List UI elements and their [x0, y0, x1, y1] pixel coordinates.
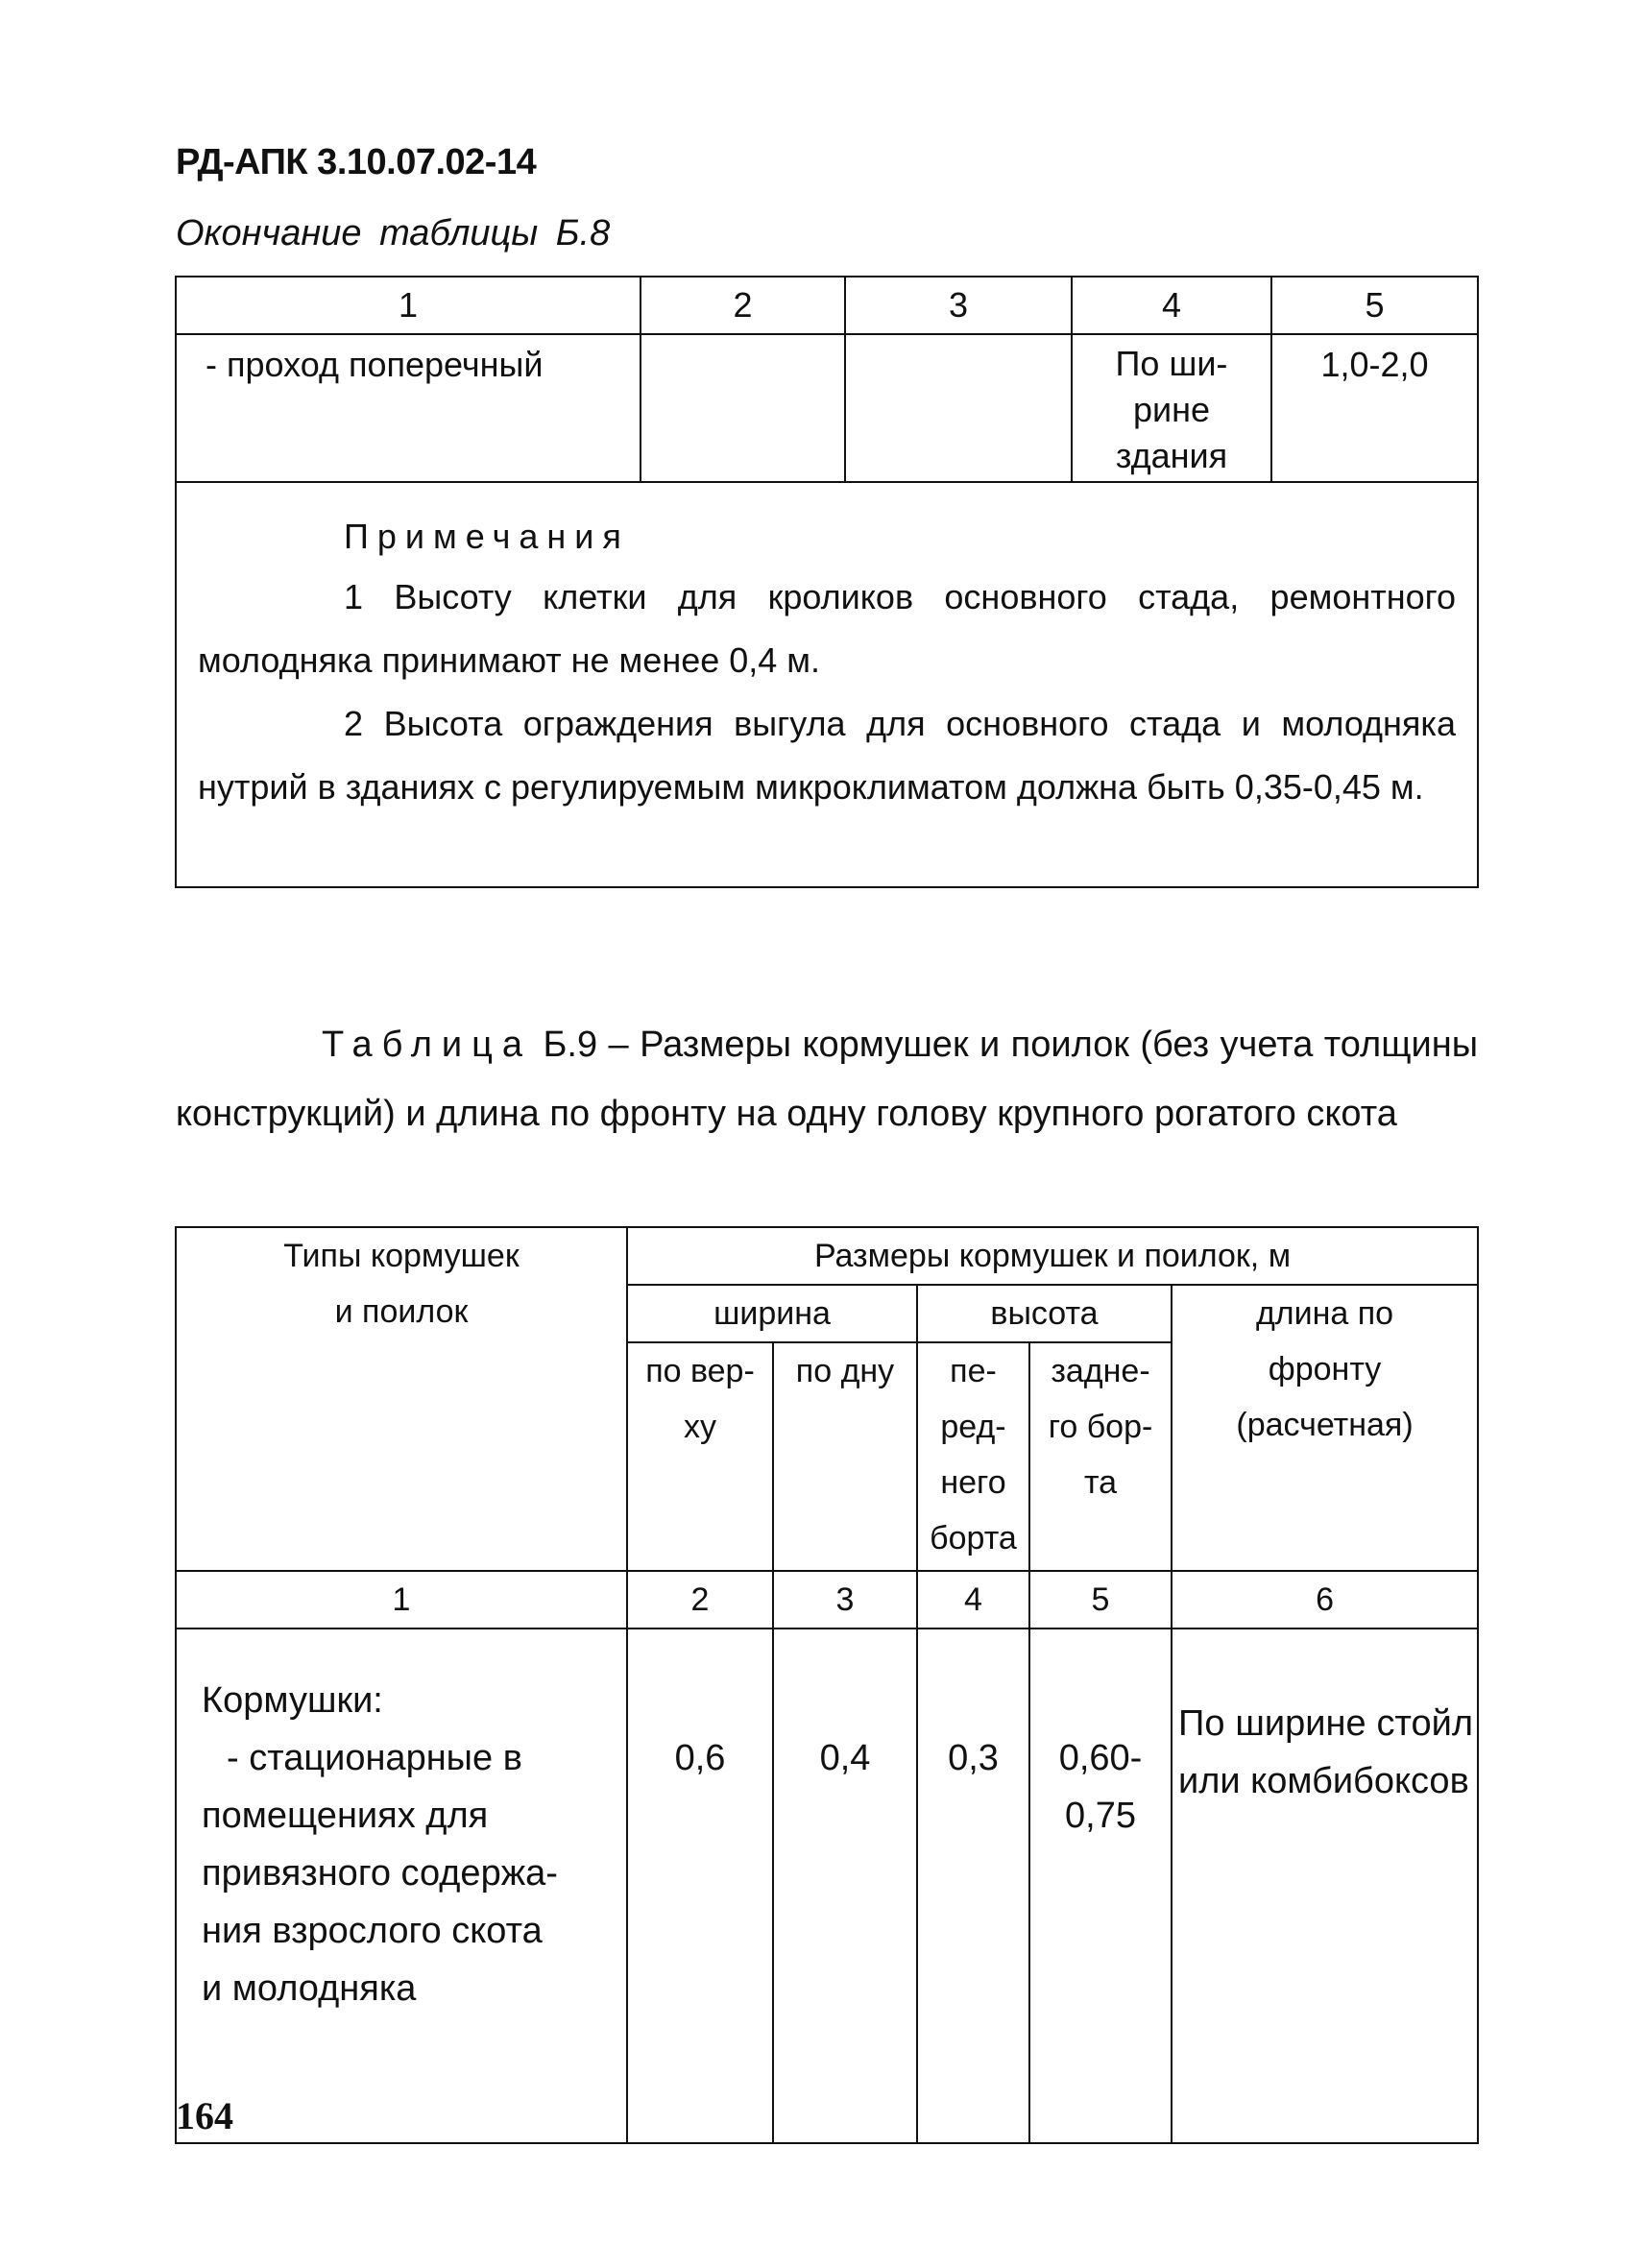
header-line: по вер- [645, 1353, 755, 1389]
types-header-cell [176, 1227, 627, 1571]
header-line: ред- [940, 1409, 1006, 1445]
table-b8-continuation [175, 276, 1479, 888]
header-line: пе- [950, 1353, 997, 1389]
cell-line: привязного содержа- [202, 1853, 558, 1894]
notes-title: Примечания [344, 517, 630, 556]
note-2: 2 Высота ограждения выгула для основного стада и молодняка нутрий в зданиях с регулируемым микроклиматом должна быть 0,35-0,45 м. [198, 704, 1456, 807]
col-number-cell: 2 [641, 277, 845, 334]
group-label: Кормушки: [202, 1680, 383, 1721]
cell-line: помещениях для [202, 1796, 489, 1836]
value-cell: 0,6 [627, 1629, 773, 2143]
cell-line: рине [1132, 390, 1211, 429]
header-line: го бор- [1048, 1409, 1153, 1445]
header-line: (расчетная) [1236, 1407, 1414, 1443]
empty-cell [641, 334, 845, 482]
caption-text: Б.9 – Размеры кормушек и поилок (без учета толщины конструкций) и длина по фронту на одну голову крупного рогатого скота [176, 1025, 1479, 1134]
front-length-header-cell [1172, 1285, 1478, 1571]
table-b9-caption [176, 1010, 1478, 1148]
page-number: 164 [176, 2094, 233, 2137]
caption-label: Таблица [322, 1025, 532, 1065]
col-number-cell: 5 [1271, 277, 1478, 334]
col-number-cell: 2 [627, 1571, 773, 1629]
header-line: ху [684, 1409, 716, 1445]
cell-line: 0,75 [1065, 1796, 1136, 1836]
cell-line: и молодняка [202, 1968, 417, 2009]
header-row [176, 1227, 1478, 1285]
dims-header-cell: Размеры кормушек и поилок, м [627, 1227, 1478, 1285]
col-number-cell: 3 [845, 277, 1072, 334]
front-length-cell: По ширине стойл или комбибоксов [1172, 1629, 1478, 2143]
column-number-row [176, 277, 1478, 334]
col-number-cell: 4 [1072, 277, 1271, 334]
column-number-row [176, 1571, 1478, 1629]
cell-line: 0,60- [1058, 1738, 1143, 1778]
col-number-cell: 1 [176, 1571, 627, 1629]
height-header-cell: высота [917, 1285, 1172, 1342]
cell-line: ния взрослого скота [202, 1911, 543, 1951]
header-line: та [1083, 1464, 1118, 1501]
value-cell: 1,0-2,0 [1271, 334, 1478, 482]
empty-cell [845, 334, 1072, 482]
notes-row [176, 482, 1478, 887]
col-number-cell: 6 [1172, 1571, 1478, 1629]
front-side-header-cell [917, 1342, 1029, 1571]
header-line: и поилок [334, 1293, 469, 1330]
cell-line: здания [1115, 436, 1228, 475]
row-name-cell: - проход поперечный [176, 334, 641, 482]
value-cell [1072, 334, 1271, 482]
value-cell [1029, 1629, 1172, 2143]
cell-line: - стационарные в [227, 1738, 522, 1778]
width-header-cell: ширина [627, 1285, 917, 1342]
value-cell: 0,4 [773, 1629, 917, 2143]
table-row [176, 1629, 1478, 2143]
col-number-cell: 1 [176, 277, 641, 334]
value-cell: 0,3 [917, 1629, 1029, 2143]
col-number-cell: 4 [917, 1571, 1029, 1629]
header-line: борта [930, 1520, 1017, 1556]
table-row [176, 334, 1478, 482]
table-b9 [175, 1226, 1479, 2144]
col-number-cell: 3 [773, 1571, 917, 1629]
col-number-cell: 5 [1029, 1571, 1172, 1629]
top-header-cell [627, 1342, 773, 1571]
header-line: фронту [1268, 1351, 1382, 1387]
header-line: Типы кормушек [283, 1238, 520, 1274]
header-line: длина по [1255, 1295, 1394, 1332]
back-side-header-cell [1029, 1342, 1172, 1571]
note-1: 1 Высоту клетки для кроликов основного стада, ремонтного молодняка принимают не менее 0,4 м. [198, 577, 1456, 680]
table-continuation-caption: Окончание таблицы Б.8 [176, 213, 611, 253]
document-code: РД-АПК 3.10.07.02-14 [176, 142, 537, 182]
notes-cell [176, 482, 1478, 887]
cell-line: По ши- [1115, 344, 1228, 383]
bottom-header-cell: по дну [773, 1342, 917, 1571]
header-line: задне- [1051, 1353, 1150, 1389]
header-line: него [940, 1464, 1006, 1501]
row-name-cell [176, 1629, 627, 2143]
